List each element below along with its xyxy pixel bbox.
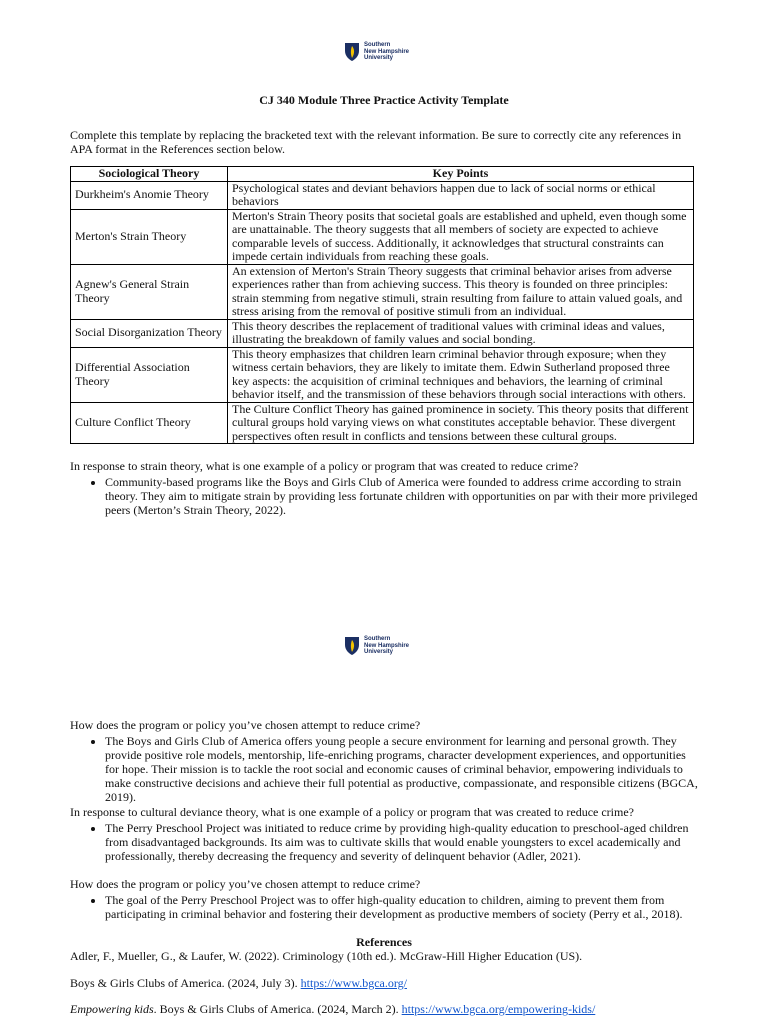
snhu-logo	[344, 42, 409, 62]
question-text: In response to strain theory, what is one example of a policy or program that was created to reduce crime?	[70, 459, 579, 473]
question-block	[70, 459, 700, 517]
reference-text: . Boys & Girls Clubs of America. (2024, March 2).	[153, 1002, 402, 1016]
theory-points: This theory emphasizes that children learn criminal behavior through exposure; when they witness certain behaviors, they are likely to imitate them. Edwin Sutherland proposed three key aspects: the acquisition of criminal techniques and behaviors, the learning of criminal behavior itself, and the transmission of these behaviors through social interactions with others.	[228, 347, 694, 402]
header-key-points: Key Points	[228, 167, 694, 182]
answer-item: • The goal of the Perry Preschool Project was to offer high-quality education to children, aiming to prevent them from participating in criminal behavior and fostering their development as productive members of society (Perry et al., 2018).	[105, 893, 700, 921]
shield-logo-icon	[344, 636, 360, 656]
references-heading: References	[356, 935, 412, 949]
question-block	[70, 877, 700, 921]
reference-text: Boys & Girls Clubs of America. (2024, July 3).	[70, 976, 301, 990]
table-row	[71, 347, 694, 402]
shield-logo-icon	[344, 42, 360, 62]
theory-name: Differential Association Theory	[71, 347, 228, 402]
question-block	[70, 805, 700, 863]
answer-item: • Community-based programs like the Boys and Girls Club of America were founded to address crime according to strain theory. They aim to mitigate strain by providing less fortunate children with opportunities on par with their more privileged peers (Merton’s Strain Theory, 2022).	[105, 475, 700, 517]
theory-name: Merton's Strain Theory	[71, 209, 228, 264]
table-row	[71, 319, 694, 347]
question-block	[70, 718, 700, 804]
reference-link[interactable]: https://www.bgca.org/	[300, 976, 407, 990]
reference-link[interactable]: https://www.bgca.org/empowering-kids/	[401, 1002, 596, 1016]
theory-name: Culture Conflict Theory	[71, 402, 228, 444]
theory-points: The Culture Conflict Theory has gained prominence in society. This theory posits that different cultural groups hold varying views on what constitutes acceptable behavior. These divergent perspectives often result in conflicts and tensions between these cultural groups.	[228, 402, 694, 444]
question-text: In response to cultural deviance theory, what is one example of a policy or program that was created to reduce crime?	[70, 805, 634, 819]
theory-name: Durkheim's Anomie Theory	[71, 181, 228, 209]
reference-item	[70, 1002, 710, 1016]
theory-name: Agnew's General Strain Theory	[71, 264, 228, 319]
snhu-logo	[344, 636, 409, 656]
logo-wordmark	[364, 42, 409, 62]
logo-line-3: University	[364, 55, 394, 62]
theory-table	[70, 166, 694, 444]
logo-line-3: University	[364, 649, 394, 656]
logo-line-1: Southern	[364, 636, 391, 643]
document-title: CJ 340 Module Three Practice Activity Template	[259, 93, 509, 107]
table-row	[71, 181, 694, 209]
answer-list	[70, 821, 700, 863]
theory-points: This theory describes the replacement of traditional values with criminal ideas and values, illustrating the breakdown of family values and social bonding.	[228, 319, 694, 347]
reference-item: Adler, F., Mueller, G., & Laufer, W. (2022). Criminology (10th ed.). McGraw-Hill Higher Education (US).	[70, 949, 583, 963]
logo-line-1: Southern	[364, 42, 391, 49]
header-theory: Sociological Theory	[71, 167, 228, 182]
table-row	[71, 264, 694, 319]
table-row	[71, 402, 694, 444]
answer-list	[70, 734, 700, 804]
reference-title: Empowering kids	[70, 1002, 154, 1016]
reference-item	[70, 976, 710, 990]
question-text: How does the program or policy you’ve chosen attempt to reduce crime?	[70, 718, 421, 732]
theory-points: An extension of Merton's Strain Theory suggests that criminal behavior arises from adverse experiences rather than from achieving success. This theory is founded on three principles: strain stemming from negative stimuli, strain resulting from failure to attain valued goals, and stress arising from the removal of positive stimuli from an individual.	[228, 264, 694, 319]
answer-item: • The Perry Preschool Project was initiated to reduce crime by providing high-quality education to preschool-aged children from disadvantaged backgrounds. Its aim was to cultivate skills that would enable youngsters to excel academically and professionally, thereby decreasing the frequency and severity of delinquent behavior (Adler, 2021).	[105, 821, 700, 863]
theory-points: Merton's Strain Theory posits that societal goals are established and upheld, even though some are unattainable. The theory suggests that all members of society are expected to achieve comparable levels of success. Additionally, it acknowledges that structural constraints can impede certain individuals from reaching these goals.	[228, 209, 694, 264]
logo-wordmark	[364, 636, 409, 656]
theory-name: Social Disorganization Theory	[71, 319, 228, 347]
logo-line-2: New Hampshire	[364, 642, 410, 649]
table-header-row	[71, 167, 694, 182]
table-row	[71, 209, 694, 264]
answer-list	[70, 475, 700, 517]
question-text: How does the program or policy you’ve chosen attempt to reduce crime?	[70, 877, 421, 891]
answer-list	[70, 893, 700, 921]
answer-item: • The Boys and Girls Club of America offers young people a secure environment for learning and personal growth. They provide positive role models, mentorship, life-enriching programs, character development experiences, and opportunities for hope. Their mission is to tackle the root social and economic causes of criminal behavior, empowering individuals to make constructive decisions and achieve their full potential as productive, compassionate, and responsible citizens (BGCA, 2019).	[105, 734, 700, 804]
intro-paragraph: Complete this template by replacing the bracketed text with the relevant information. Be sure to correctly cite any references in APA format in the References section below.	[70, 128, 682, 156]
theory-points: Psychological states and deviant behaviors happen due to lack of social norms or ethical behaviors	[228, 181, 694, 209]
logo-line-2: New Hampshire	[364, 48, 410, 55]
